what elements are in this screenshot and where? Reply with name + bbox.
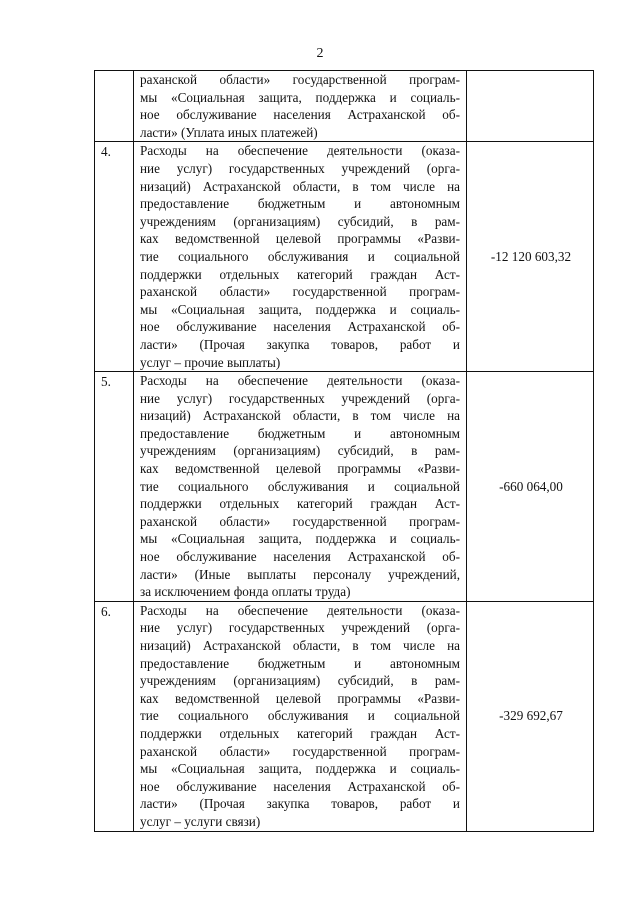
description-line: ние услуг) государственных учреждений (орга- [140, 620, 460, 636]
table-row [95, 372, 594, 602]
row-description [134, 372, 467, 602]
description-line: учреждениям (организациям) субсидий, в рам- [140, 213, 460, 229]
description-line: низаций) Астраханской области, в том числе на [140, 178, 460, 194]
description-line: предоставление бюджетным и автономным [140, 425, 460, 441]
description-line: ласти» (Уплата иных платежей) [140, 124, 318, 140]
row-amount: -329 692,67 [467, 601, 594, 831]
description-line: Расходы на обеспечение деятельности (оказа- [140, 373, 460, 389]
expense-table [94, 70, 594, 832]
description-line: ное обслуживание населения Астраханской об- [140, 778, 460, 794]
description-line: поддержки отдельных категорий граждан Аст- [140, 496, 460, 512]
description-line: ное обслуживание населения Астраханской об- [140, 319, 460, 335]
description-line: ласти» (Прочая закупка товаров, работ и [140, 336, 460, 352]
description-line: тие социального обслуживания и социальной [140, 248, 460, 264]
description-line: ное обслуживание населения Астраханской об- [140, 107, 460, 123]
description-line: раханской области» государственной програм- [140, 513, 460, 529]
description-line: предоставление бюджетным и автономным [140, 196, 460, 212]
description-line: услуг – услуги связи) [140, 813, 261, 829]
row-number: 5. [95, 372, 134, 602]
row-number [95, 71, 134, 142]
description-line: услуг – прочие выплаты) [140, 354, 281, 370]
row-number: 6. [95, 601, 134, 831]
description-line: Расходы на обеспечение деятельности (оказа- [140, 143, 460, 159]
row-amount: -12 120 603,32 [467, 142, 594, 372]
description-line: мы «Социальная защита, поддержка и социаль- [140, 761, 460, 777]
description-line: ках ведомственной целевой программы «Разви- [140, 690, 460, 706]
description-line: поддержки отдельных категорий граждан Аст- [140, 725, 460, 741]
description-line: ное обслуживание населения Астраханской об- [140, 549, 460, 565]
description-line: тие социального обслуживания и социальной [140, 708, 460, 724]
description-line: Расходы на обеспечение деятельности (оказа- [140, 602, 460, 618]
description-line: раханской области» государственной програм- [140, 284, 460, 300]
description-line: мы «Социальная защита, поддержка и социаль- [140, 89, 460, 105]
description-line: низаций) Астраханской области, в том числе на [140, 408, 460, 424]
row-description [134, 142, 467, 372]
table-row [95, 601, 594, 831]
table-body [95, 71, 594, 832]
table-row [95, 71, 594, 142]
description-line: ках ведомственной целевой программы «Разви- [140, 231, 460, 247]
row-amount: -660 064,00 [467, 372, 594, 602]
description-line: ние услуг) государственных учреждений (орга- [140, 160, 460, 176]
row-description [134, 601, 467, 831]
row-amount [467, 71, 594, 142]
description-line: тие социального обслуживания и социальной [140, 478, 460, 494]
page-number: 2 [316, 46, 324, 61]
description-line: за исключением фонда оплаты труда) [140, 584, 351, 600]
description-line: ласти» (Иные выплаты персоналу учреждений, [140, 566, 460, 582]
description-line: мы «Социальная защита, поддержка и социаль- [140, 301, 460, 317]
description-line: ние услуг) государственных учреждений (орга- [140, 390, 460, 406]
row-number: 4. [95, 142, 134, 372]
description-line: раханской области» государственной програм- [140, 72, 460, 87]
description-line: ласти» (Прочая закупка товаров, работ и [140, 796, 460, 812]
description-line: предоставление бюджетным и автономным [140, 655, 460, 671]
description-line: мы «Социальная защита, поддержка и социаль- [140, 531, 460, 547]
table-row [95, 142, 594, 372]
description-line: учреждениям (организациям) субсидий, в рам- [140, 673, 460, 689]
description-line: низаций) Астраханской области, в том числе на [140, 638, 460, 653]
description-line: учреждениям (организациям) субсидий, в рам- [140, 443, 460, 459]
description-line: поддержки отдельных категорий граждан Аст- [140, 266, 460, 282]
row-description [134, 71, 467, 142]
description-line: ках ведомственной целевой программы «Разви- [140, 461, 460, 477]
description-line: раханской области» государственной програм- [140, 743, 460, 759]
